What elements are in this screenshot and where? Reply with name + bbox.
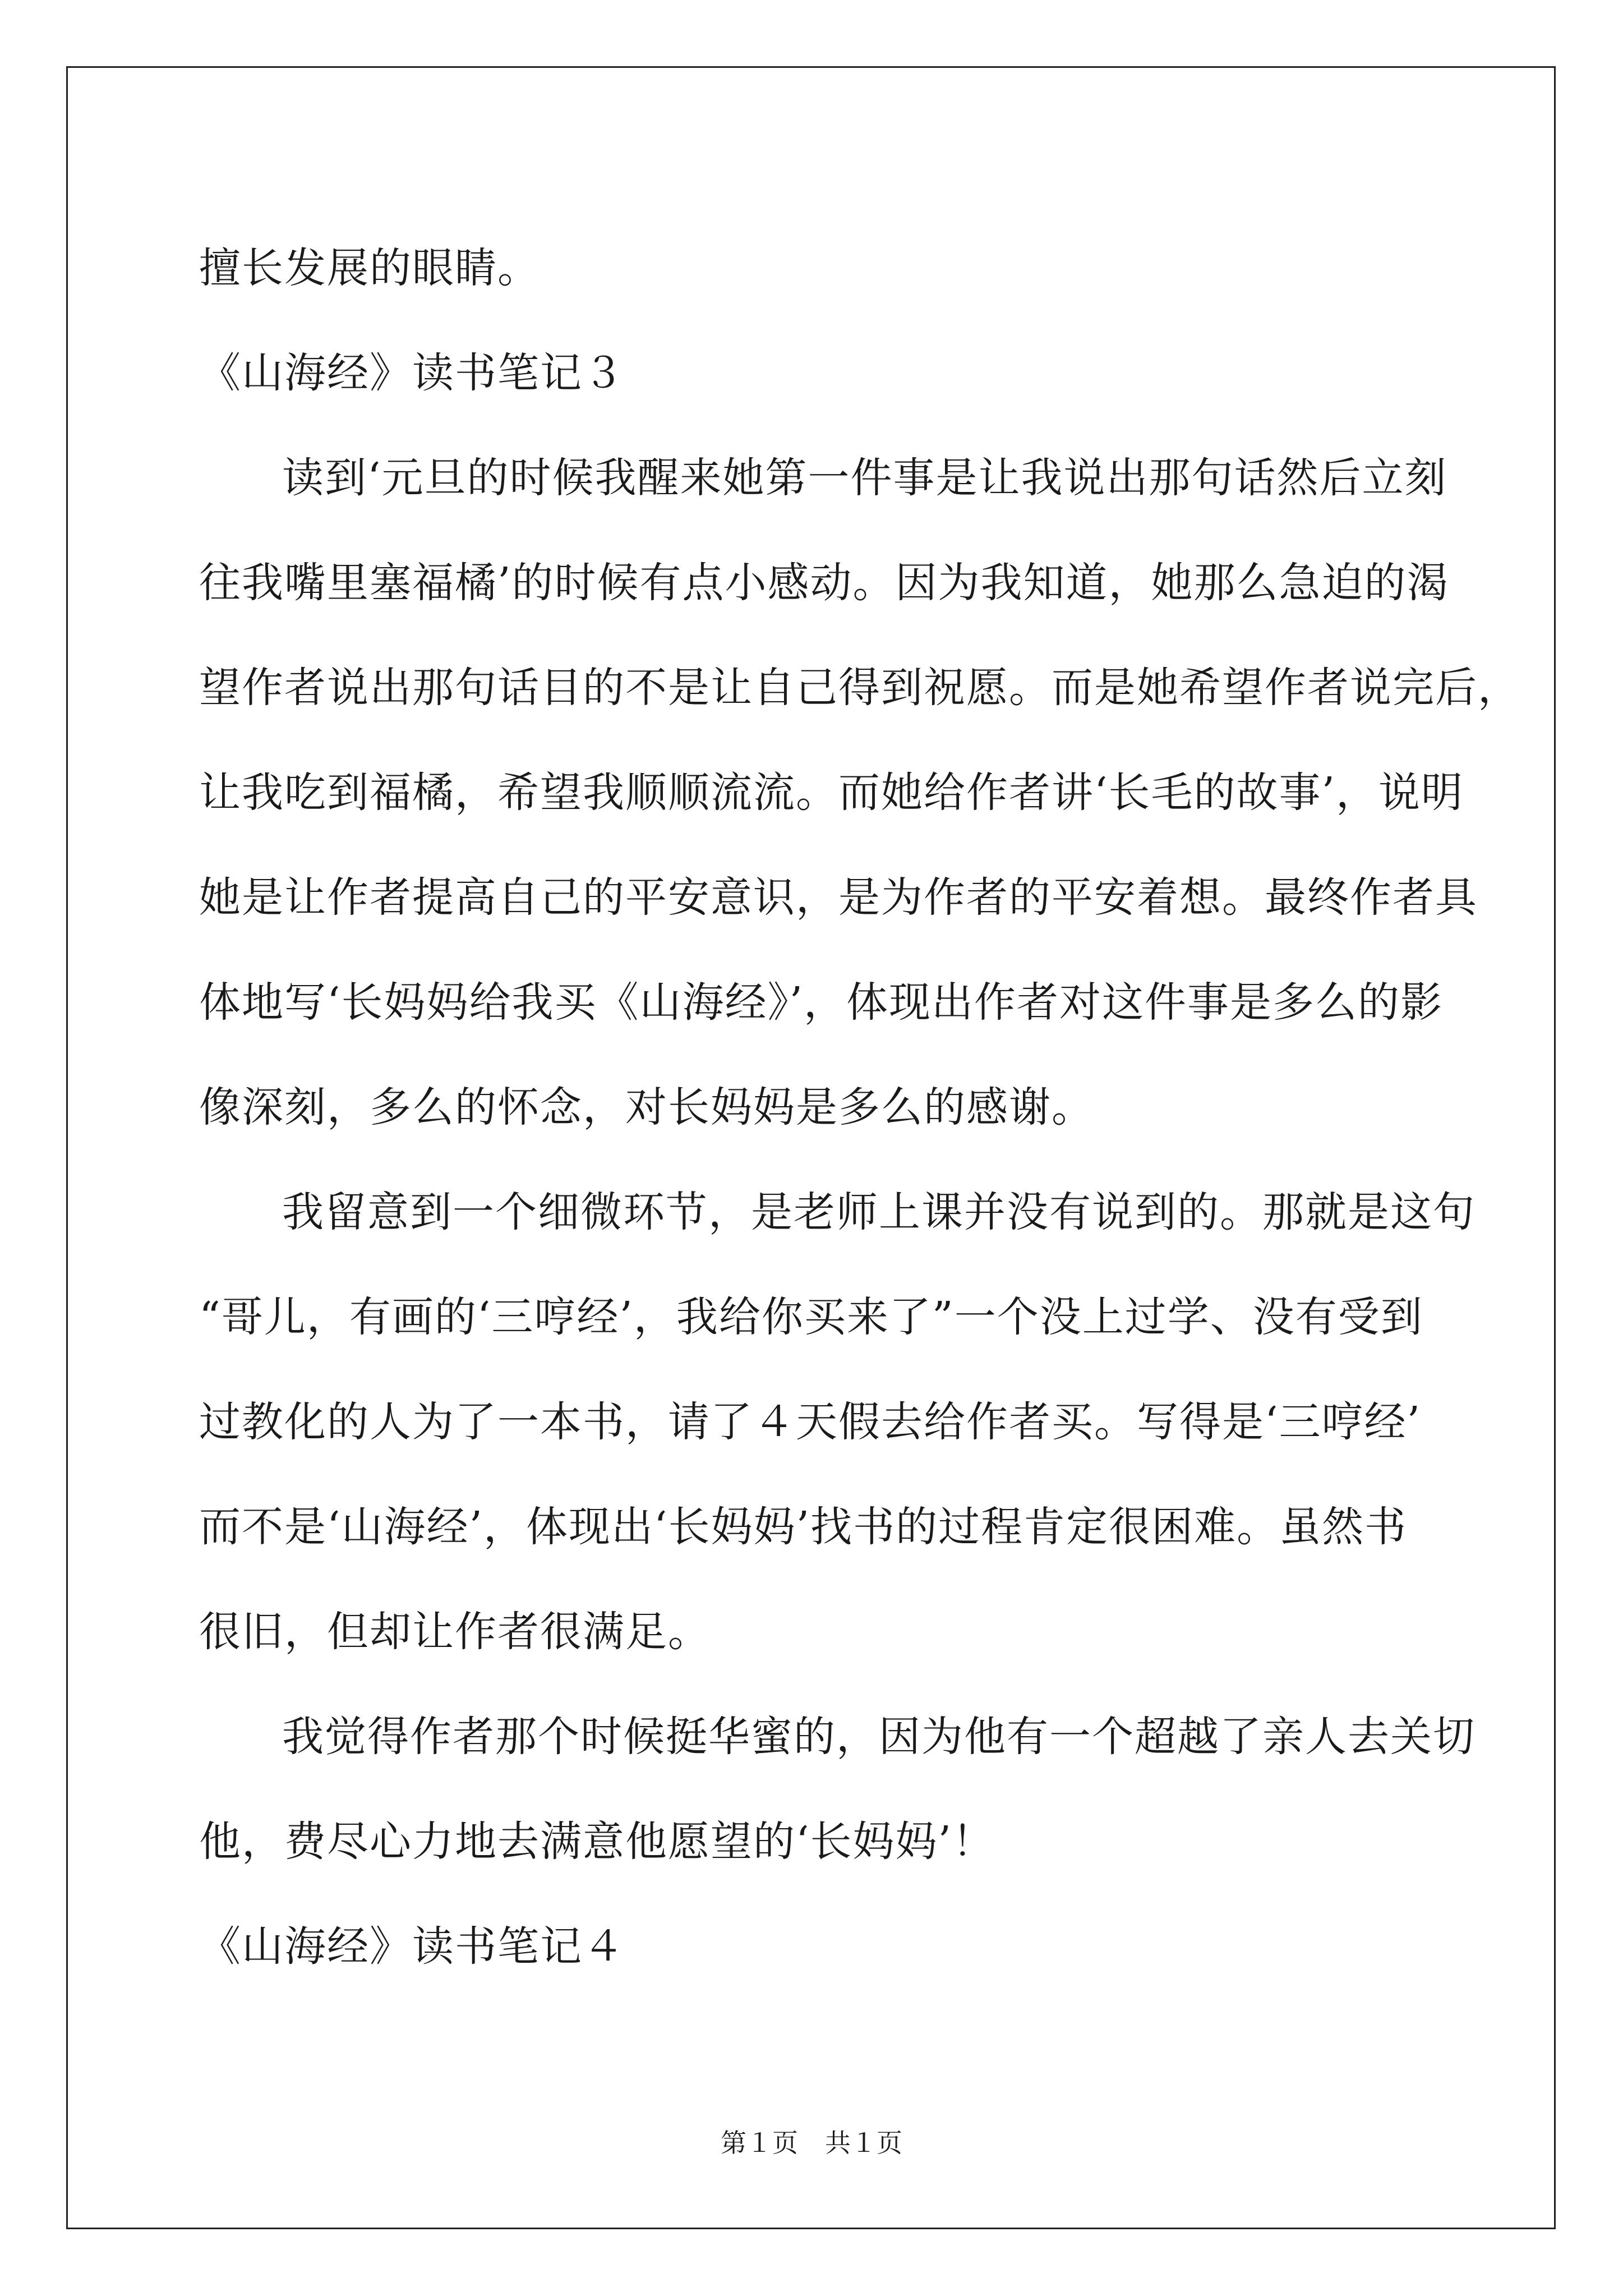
section-heading: 《山海经》读书笔记４	[199, 1922, 625, 1971]
text-line: 他，费尽心力地去满意他愿望的‘长妈妈’！	[199, 1818, 995, 1866]
text-line: 让我吃到福橘，希望我顺顺流流。而她给作者讲‘长毛的故事’，说明	[199, 769, 1464, 817]
section-heading: 《山海经》读书笔记３	[199, 349, 625, 397]
text-line: 像深刻，多么的怀念，对长妈妈是多么的感谢。	[199, 1083, 1094, 1131]
text-line: 读到‘元旦的时候我醒来她第一件事是让我说出那句话然后立刻	[282, 454, 1447, 502]
text-line: 过教化的人为了一本书，请了４天假去给作者买。写得是‘三哼经’	[199, 1398, 1422, 1446]
text-line: 我留意到一个细微环节，是老师上课并没有说到的。那就是这句	[282, 1188, 1476, 1236]
text-line: 而不是‘山海经’，体现出‘长妈妈’找书的过程肯定很困难。虽然书	[199, 1503, 1408, 1551]
text-line: 我觉得作者那个时候挺华蜜的，因为他有一个超越了亲人去关切	[282, 1713, 1476, 1761]
text-line: 往我嘴里塞福橘’的时候有点小感动。因为我知道，她那么急迫的渴	[199, 559, 1450, 607]
page-total: 共１页	[825, 2128, 902, 2158]
page-footer	[0, 2126, 1623, 2160]
text-line: 她是让作者提高自己的平安意识，是为作者的平安着想。最终作者具	[199, 873, 1478, 922]
text-line: 很旧，但却让作者很满足。	[199, 1608, 711, 1656]
page-number: 第１页	[721, 2128, 798, 2158]
text-line: “哥儿，有画的‘三哼经’，我给你买来了”一个没上过学、没有受到	[199, 1293, 1423, 1341]
text-line: 体地写‘长妈妈给我买《山海经》’，体现出作者对这件事是多么的影	[199, 978, 1444, 1027]
document-body	[199, 216, 1520, 1999]
text-line: 望作者说出那句话目的不是让自己得到祝愿。而是她希望作者说完后，	[199, 664, 1520, 712]
text-line: 擅长发展的眼睛。	[199, 244, 540, 292]
